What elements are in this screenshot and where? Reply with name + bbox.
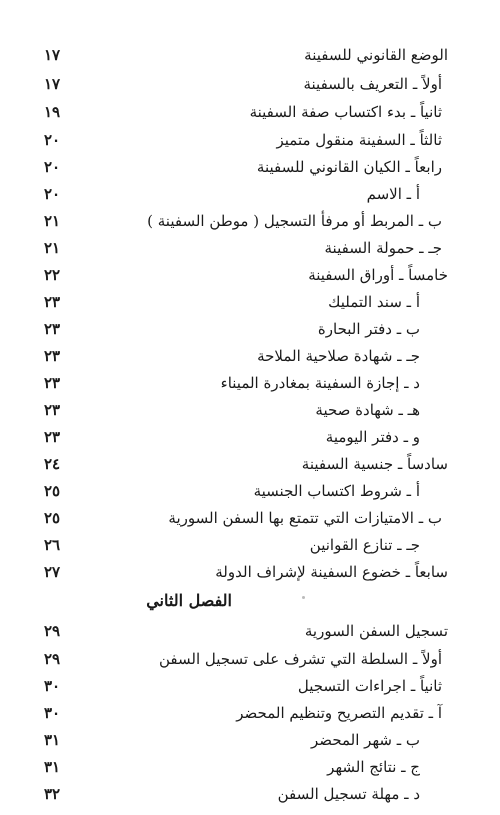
toc-entry-title: أ ـ سند التمليك bbox=[328, 293, 420, 311]
toc-entry-title: د ـ مهلة تسجيل السفن bbox=[277, 785, 420, 803]
toc-entry-title: سابعاً ـ خضوع السفينة لإشراف الدولة bbox=[215, 563, 448, 581]
toc-entry bbox=[0, 127, 500, 153]
toc-entry-title: ثانياً ـ بدء اكتساب صفة السفينة bbox=[249, 103, 442, 121]
toc-entry-title: ب ـ الامتيازات التي تتمتع بها السفن السورية bbox=[168, 509, 442, 527]
toc-entry bbox=[0, 316, 500, 342]
toc-entry bbox=[0, 262, 500, 288]
toc-entry bbox=[0, 559, 500, 585]
toc-entry bbox=[0, 154, 500, 180]
chapter-heading bbox=[0, 588, 500, 614]
toc-entry-page: ١٧ bbox=[44, 46, 61, 64]
toc-entry-page: ٢٠ bbox=[44, 131, 61, 149]
toc-entry-title: ثالثاً ـ السفينة منقول متميز bbox=[276, 131, 442, 149]
toc-entry bbox=[0, 646, 500, 672]
toc-entry-page: ٢٣ bbox=[44, 401, 61, 419]
toc-entry bbox=[0, 71, 500, 97]
toc-entry-page: ١٧ bbox=[44, 75, 61, 93]
toc-entry bbox=[0, 99, 500, 125]
toc-entry-title: ب ـ شهر المحضر bbox=[311, 731, 420, 749]
toc-entry-title: ب ـ المربط أو مرفأ التسجيل ( موطن السفينة ) bbox=[147, 212, 442, 230]
toc-entry-title: أ ـ الاسم bbox=[366, 185, 420, 203]
toc-entry-title: جـ ـ حمولة السفينة bbox=[324, 239, 442, 257]
toc-entry-title: جـ ـ تنازع القوانين bbox=[309, 536, 420, 554]
toc-entry-page: ٢٣ bbox=[44, 293, 61, 311]
toc-entry-page: ٢٧ bbox=[44, 563, 61, 581]
toc-entry-title: و ـ دفتر اليومية bbox=[325, 428, 420, 446]
toc-entry-title: ج ـ نتائج الشهر bbox=[327, 758, 420, 776]
toc-entry-page: ٣٢ bbox=[44, 785, 61, 803]
toc-entry-title: سادساً ـ جنسية السفينة bbox=[301, 455, 448, 473]
toc-entry-page: ٢٣ bbox=[44, 374, 61, 392]
toc-entry bbox=[0, 289, 500, 315]
toc-entry-title: د ـ إجازة السفينة بمغادرة الميناء bbox=[220, 374, 420, 392]
toc-entry bbox=[0, 673, 500, 699]
toc-entry-title: تسجيل السفن السورية bbox=[304, 622, 448, 640]
toc-entry-title: الوضع القانوني للسفينة bbox=[304, 46, 448, 64]
toc-entry bbox=[0, 397, 500, 423]
toc-entry bbox=[0, 370, 500, 396]
toc-entry bbox=[0, 781, 500, 807]
toc-entry-page: ٣٠ bbox=[44, 704, 61, 722]
toc-entry-page: ٢٥ bbox=[44, 509, 61, 527]
toc-entry-page: ٢٣ bbox=[44, 347, 61, 365]
print-speck bbox=[302, 596, 305, 599]
toc-entry-title: جـ ـ شهادة صلاحية الملاحة bbox=[257, 347, 420, 365]
chapter-heading-title: الفصل الثاني bbox=[146, 591, 232, 610]
toc-entry-page: ٣١ bbox=[44, 758, 61, 776]
toc-entry bbox=[0, 618, 500, 644]
toc-entry bbox=[0, 451, 500, 477]
toc-entry-page: ٣١ bbox=[44, 731, 61, 749]
toc-entry-page: ٢٤ bbox=[44, 455, 61, 473]
toc-entry-page: ٢٣ bbox=[44, 320, 61, 338]
toc-entry bbox=[0, 343, 500, 369]
toc-entry bbox=[0, 181, 500, 207]
toc-entry-title: أولاً ـ التعريف بالسفينة bbox=[303, 75, 442, 93]
toc-entry-title: أ ـ شروط اكتساب الجنسية bbox=[253, 482, 420, 500]
toc-entry-page: ٢١ bbox=[44, 239, 61, 257]
toc-entry bbox=[0, 478, 500, 504]
toc-entry-page: ٣٠ bbox=[44, 677, 61, 695]
toc-entry-page: ٢٠ bbox=[44, 185, 61, 203]
toc-entry-page: ٢٣ bbox=[44, 428, 61, 446]
toc-entry-page: ٢٩ bbox=[44, 650, 61, 668]
toc-entry-page: ٢٥ bbox=[44, 482, 61, 500]
toc-entry bbox=[0, 727, 500, 753]
toc-entry bbox=[0, 505, 500, 531]
toc-entry bbox=[0, 208, 500, 234]
toc-entry bbox=[0, 235, 500, 261]
toc-entry-title: ب ـ دفتر البحارة bbox=[317, 320, 420, 338]
toc-entry bbox=[0, 532, 500, 558]
toc-entry-page: ٢١ bbox=[44, 212, 61, 230]
toc-entry bbox=[0, 700, 500, 726]
toc-entry-title: خامساً ـ أوراق السفينة bbox=[308, 266, 448, 284]
toc-entry bbox=[0, 754, 500, 780]
toc-entry-title: أولاً ـ السلطة التي تشرف على تسجيل السفن bbox=[159, 650, 442, 668]
toc-entry-title: آ ـ تقديم التصريح وتنظيم المحضر bbox=[236, 704, 442, 722]
toc-entry-page: ١٩ bbox=[44, 103, 61, 121]
toc-entry bbox=[0, 42, 500, 68]
toc-entry-page: ٢٩ bbox=[44, 622, 61, 640]
toc-entry-title: ثانياً ـ اجراءات التسجيل bbox=[297, 677, 442, 695]
toc-entry-page: ٢٠ bbox=[44, 158, 61, 176]
toc-entry bbox=[0, 424, 500, 450]
toc-entry-title: هـ ـ شهادة صحية bbox=[315, 401, 420, 419]
toc-entry-page: ٢٢ bbox=[44, 266, 61, 284]
toc-entry-page: ٢٦ bbox=[44, 536, 61, 554]
toc-entry-title: رابعاً ـ الكيان القانوني للسفينة bbox=[256, 158, 442, 176]
